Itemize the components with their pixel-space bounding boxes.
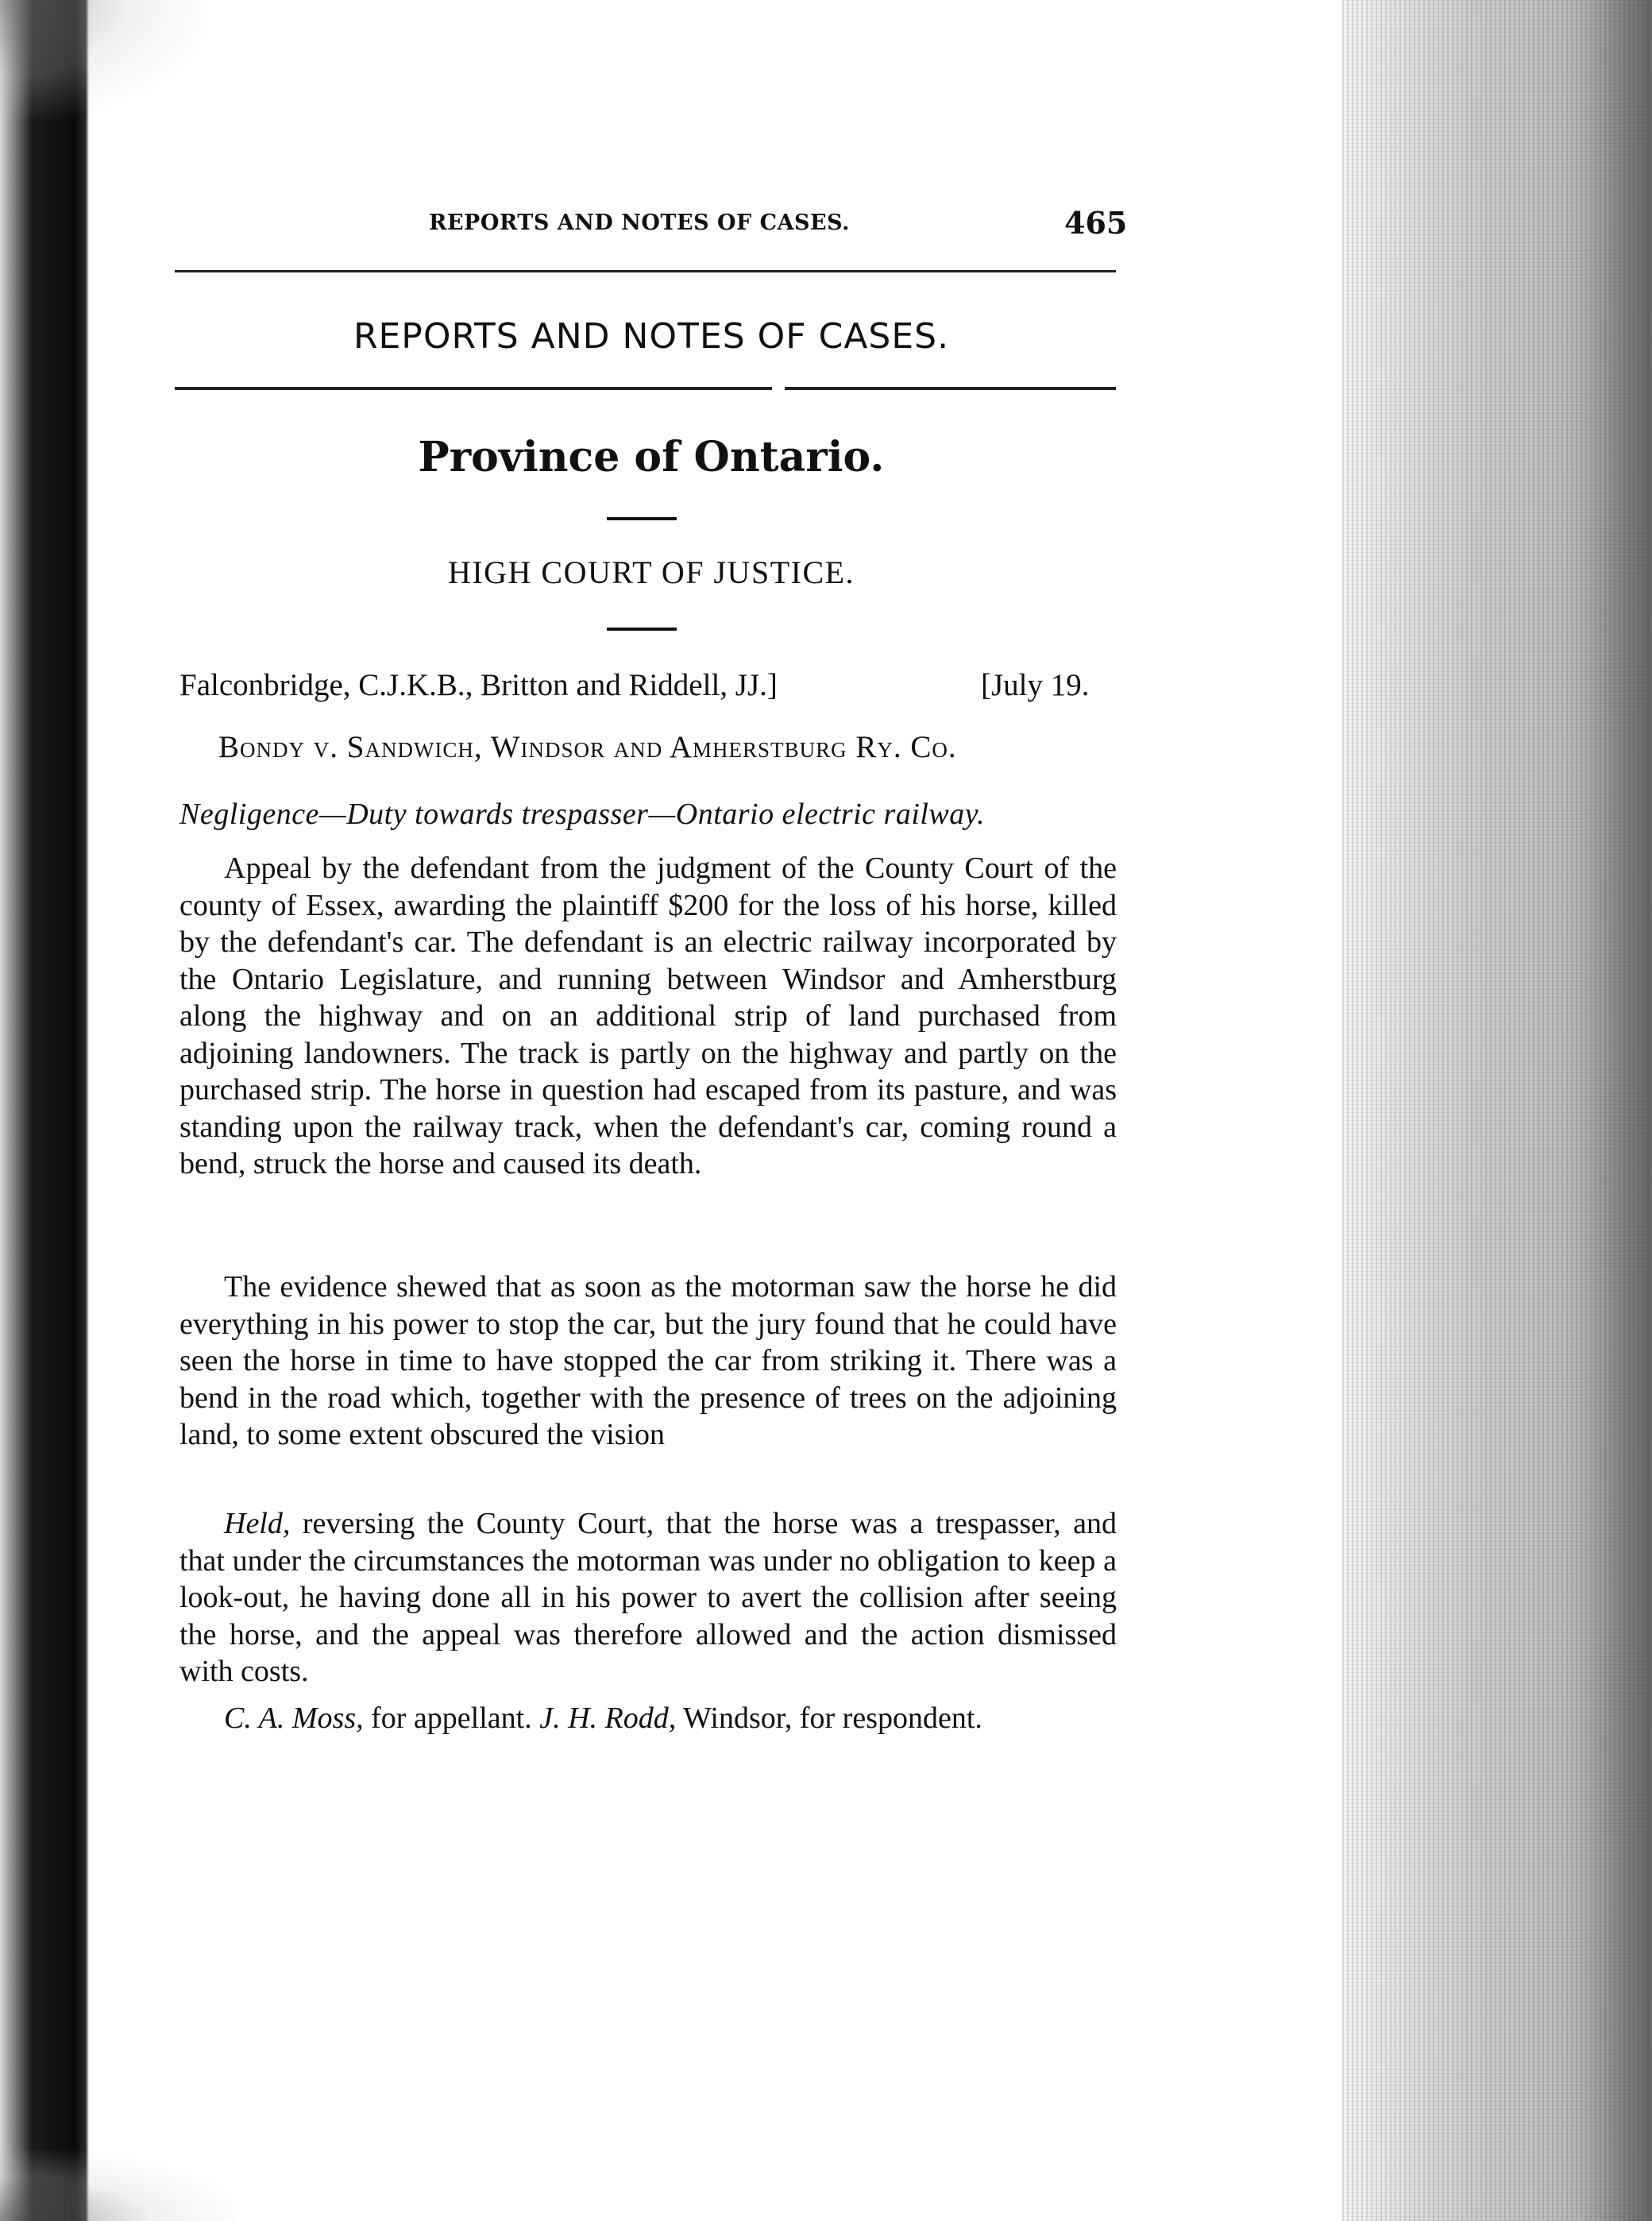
section-rule-right [785,387,1116,390]
case-name: Bondy v. Sandwich, Windsor and Amherstburg Ry. Co. [218,730,957,764]
case-judges: Falconbridge, C.J.K.B., Britton and Riddell, JJ.] [179,668,778,702]
holding-text: reversing the County Court, that the horse was a trespasser, and that under the circumstances the motorman was under no obligation to keep a look-out, he having done all in his power to avert the collision after seeing the horse, and the appeal was therefore allowed and the action dismissed with costs. [179,1507,1117,1688]
page-number: 465 [1064,205,1128,241]
short-rule [607,517,677,520]
body-paragraph: The evidence shewed that as soon as the motorman saw the horse he did everything in his power to stop the car, but the jury found that he could have seen the horse in time to have stopped the car from striking it. There was a bend in the road which, together with the presence of trees on the adjoining land, to some extent obscured the vision [179,1270,1117,1451]
court-heading: HIGH COURT OF JUSTICE. [447,554,855,590]
counsel-paragraph [179,1700,1117,1737]
running-head: REPORTS AND NOTES OF CASES. [429,211,851,235]
body-paragraph: Appeal by the defendant from the judgment of the County Court of the county of Essex, awarding the plaintiff $200 for the loss of his horse, killed by the defendant's car. The defendant is an electric railway incorporated by the Ontario Legislature, and running between Windsor and Amherstburg along the highway and on an additional strip of land purchased from adjoining landowners. The track is partly on the highway and partly on the purchased strip. The horse in question had escaped from its pasture, and was standing upon the railway track, when the defendant's car, coming round a bend, struck the horse and caused its death. [179,852,1117,1180]
province-heading: Province of Ontario. [418,433,885,481]
scan-smudge-top [0,0,206,119]
counsel-text-end: Windsor, for respondent. [676,1701,982,1735]
counsel-text: for appellant. [363,1701,540,1735]
respondent-counsel: J. H. Rodd, [539,1701,677,1735]
case-date: [July 19. [981,668,1090,702]
held-label: Held, [224,1507,291,1540]
short-rule [607,628,677,631]
section-rule-left [175,387,772,390]
header-rule [175,270,1116,272]
section-title: REPORTS AND NOTES OF CASES. [353,316,950,357]
appellant-counsel: C. A. Moss, [224,1701,364,1735]
scan-page-edge-shadow [1581,0,1652,2221]
scan-smudge-bottom [0,2150,238,2221]
case-catchwords: Negligence—Duty towards trespasser—Ontario electric railway. [179,798,986,831]
holding-paragraph [179,1505,1117,1690]
